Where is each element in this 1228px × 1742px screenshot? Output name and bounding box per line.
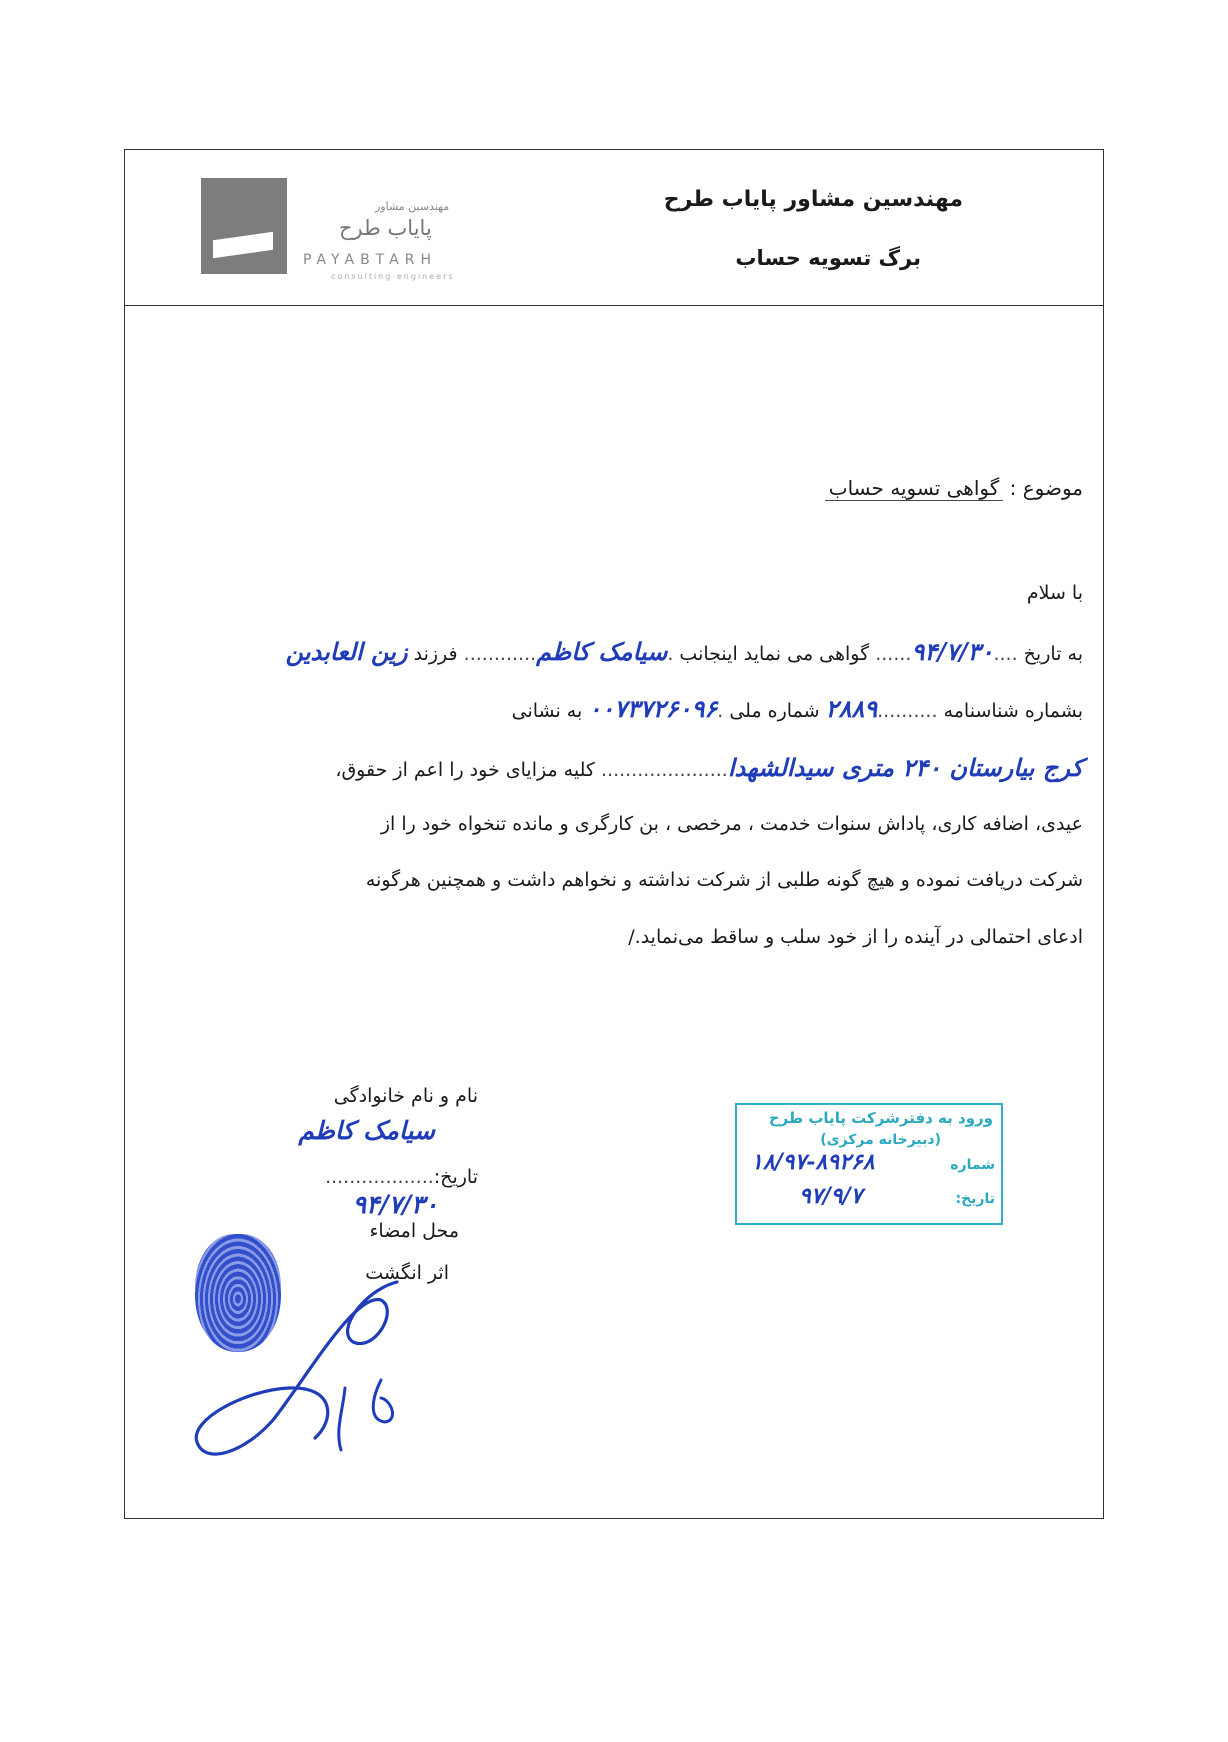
- header-divider: [125, 305, 1103, 306]
- handwritten-address: کرج بیارستان ۲۴۰ متری سیدالشهدا: [727, 753, 1083, 782]
- body-text: شماره ملی: [729, 700, 820, 722]
- handwritten-national-id: ۰۰۷۳۷۲۶۰۹۶: [588, 694, 718, 723]
- registry-stamp: [735, 1103, 1003, 1225]
- stamp-title: ورود به دفترشرکت پایاب طرح: [768, 1109, 993, 1127]
- stamp-date-label: تاریخ:: [955, 1191, 995, 1207]
- subject-value: گواهی تسویه حساب: [825, 476, 1004, 501]
- handwritten-date: ۹۴/۷/۳۰: [911, 637, 994, 666]
- handwritten-id-number: ۲۸۸۹: [825, 694, 878, 723]
- body-text: گواهی می نماید اینجانب: [679, 643, 870, 665]
- body-line-2: بشماره شناسنامه ..........۲۸۸۹ شماره ملی .۰۰۷۳۷۲۶۰۹۶ به نشانی: [511, 694, 1083, 723]
- stamp-subtitle: (دبیرخانه مرکزی): [820, 1132, 941, 1148]
- body-line-3: کرج بیارستان ۲۴۰ متری سیدالشهدا..................... کلیه مزایای خود را اعم از حقوق،: [335, 753, 1083, 782]
- subject-label: موضوع :: [1009, 476, 1083, 500]
- form-title: برگ تسویه حساب: [735, 246, 921, 270]
- body-line-4: عیدی، اضافه کاری، پاداش سنوات خدمت ، مرخصی ، بن کارگری و مانده تنخواه خود را از: [380, 813, 1083, 835]
- subject-line: [825, 476, 1083, 500]
- company-name: مهندسین مشاور پایاب طرح: [663, 187, 963, 212]
- logo-name-fa: پایاب طرح: [339, 216, 432, 240]
- handwritten-signer-name: سیامک کاظم: [298, 1116, 435, 1145]
- logo-tagline: consulting engineers: [331, 272, 455, 281]
- stamp-date-value: ۹۷/۹/۷: [799, 1183, 863, 1209]
- body-text: فرزند: [413, 643, 458, 665]
- stamp-number-value: ۱۸/۹۷-۸۹۲۶۸: [751, 1149, 875, 1175]
- body-text: به نشانی: [511, 700, 583, 722]
- fingerprint-label: اثر انگشت: [365, 1262, 449, 1284]
- signature-scribble: [185, 1270, 445, 1470]
- logo-name-en: PAYABTARH: [303, 252, 437, 268]
- handwritten-father-name: زین العابدین: [285, 637, 408, 666]
- body-line-6: ادعای احتمالی در آینده را از خود سلب و ساقط می‌نماید./: [628, 926, 1083, 948]
- salutation: با سلام: [1026, 582, 1083, 604]
- logo-mark: [201, 178, 287, 274]
- body-text: کلیه مزایای خود را اعم از حقوق،: [335, 759, 595, 781]
- date-label: تاریخ:..................: [325, 1166, 478, 1188]
- body-line-1: به تاریخ ....۹۴/۷/۳۰...... گواهی می نماید اینجانب .سیامک کاظم............ فرزند زین العابدین: [285, 637, 1083, 666]
- body-text: به تاریخ: [1023, 643, 1083, 665]
- handwritten-name: سیامک کاظم: [536, 637, 668, 666]
- signature-place-label: محل امضاء: [369, 1220, 459, 1242]
- handwritten-signer-date: ۹۴/۷/۳۰: [352, 1190, 438, 1219]
- body-line-5: شرکت دریافت نموده و هیچ گونه طلبی از شرکت نداشته و نخواهم داشت و همچنین هرگونه: [365, 869, 1083, 891]
- logo-small-text: مهندسین مشاور: [375, 200, 450, 213]
- body-text: بشماره شناسنامه: [943, 700, 1083, 722]
- document-frame: [124, 149, 1104, 1519]
- name-label: نام و نام خانوادگی: [333, 1085, 478, 1107]
- stamp-number-label: شماره: [950, 1157, 995, 1173]
